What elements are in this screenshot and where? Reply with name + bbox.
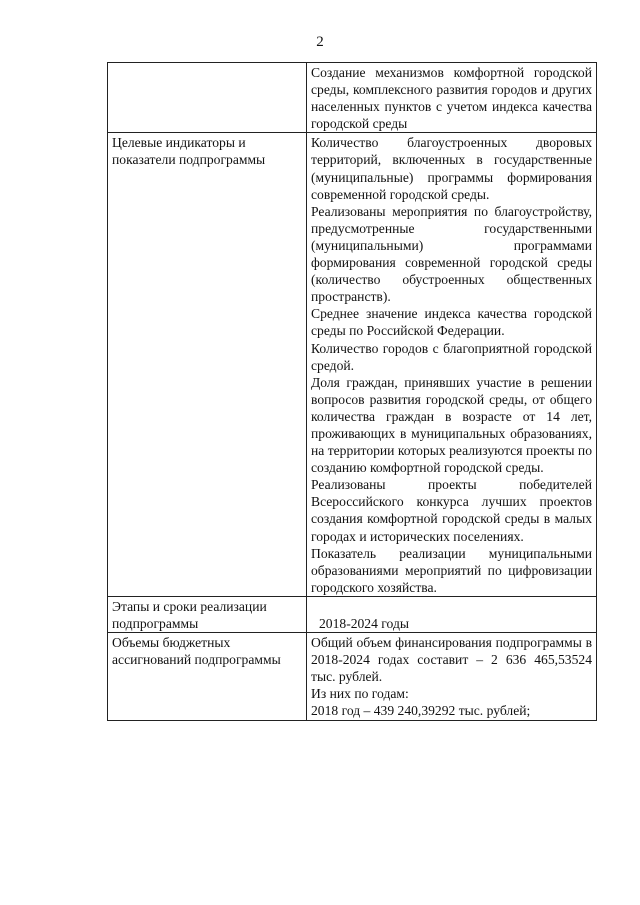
row-label [108,63,307,133]
row-label: Объемы бюджетных ассигнований подпрограммы [108,633,307,720]
row-label: Целевые индикаторы и показатели подпрограммы [108,133,307,597]
budget-paragraph: Из них по годам: [311,686,409,702]
table-row-goals [108,63,597,133]
row-content [307,133,597,597]
table-row-stages [108,596,597,632]
indicator-paragraph: Реализованы проекты победителей Всероссийского конкурса лучших проектов создания комфортной городской среды в малых городах и исторических поселениях. [311,477,592,544]
row-content [307,63,597,133]
indicator-paragraph: Показатель реализации муниципальными образованиями мероприятий по цифровизации городского хозяйства. [311,545,592,595]
budget-paragraph: Общий объем финансирования подпрограммы в 2018-2024 годах составит – 2 636 465,53524 тыс. рублей. [311,635,592,685]
subprogram-passport-table [107,62,597,721]
page-number: 2 [316,34,324,50]
row-label: Этапы и сроки реализации подпрограммы [108,596,307,632]
row-content [307,633,597,720]
indicator-paragraph: Среднее значение индекса качества городской среды по Российской Федерации. [311,306,592,339]
indicator-paragraph: Реализованы мероприятия по благоустройству, предусмотренные государственными (муниципальными) программами формирования современной городской среды (количество обустроенных общественных пространств). [311,203,592,305]
indicator-paragraph: Количество благоустроенных дворовых территорий, включенных в государственные (муниципальные) программы формирования современной городской среды. [311,135,592,202]
period-text: 2018-2024 годы [319,616,409,631]
budget-paragraph: 2018 год – 439 240,39292 тыс. рублей; [311,703,531,719]
row-content [307,596,597,632]
table-row-budget [108,633,597,720]
goal-paragraph: Создание механизмов комфортной городской среды, комплексного развития городов и других населенных пунктов с учетом индекса качества городской среды [311,65,592,132]
indicator-paragraph: Доля граждан, принявших участие в решении вопросов развития городской среды, от общего количества граждан в возрасте от 14 лет, проживающих в муниципальных образованиях, на территории которых реализуются проекты по созданию комфортной городской среды. [311,374,592,476]
table-row-indicators [108,133,597,597]
indicator-paragraph: Количество городов с благоприятной городской средой. [311,340,592,373]
